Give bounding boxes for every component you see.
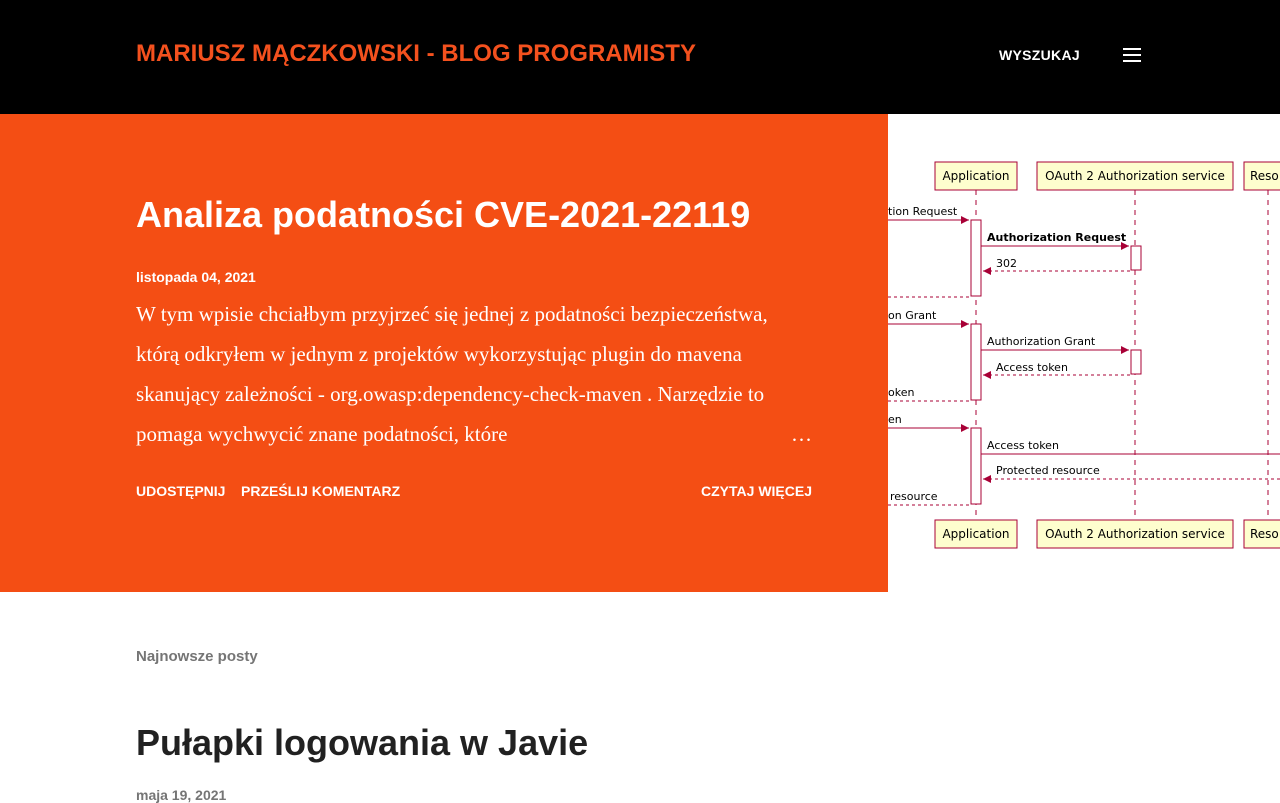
featured-post-title[interactable]: Analiza podatności CVE-2021-22119 — [136, 194, 751, 235]
svg-text:on Grant: on Grant — [888, 309, 937, 322]
featured-post-actions — [136, 483, 812, 503]
participant-application-bottom: Application — [942, 527, 1010, 541]
snippet-ellipsis[interactable]: … — [791, 422, 812, 446]
featured-post-date[interactable]: listopada 04, 2021 — [136, 269, 256, 285]
svg-text:oken: oken — [888, 386, 915, 399]
featured-post-snippet — [136, 294, 812, 454]
recent-posts-heading: Najnowsze posty — [136, 648, 258, 665]
featured-post-snippet-text: W tym wpisie chciałbym przyjrzeć się jednej z podatności bezpieczeństwa, którą odkryłem w jednym z projektów wykorzystując plugin do mavena skanujący zależności - org.owasp:dependency-check-maven . Narzędzie to pomaga wychwycić znane podatności, które — [136, 302, 768, 446]
svg-text:Authorization Request: Authorization Request — [987, 231, 1127, 244]
svg-text:tion Request: tion Request — [888, 205, 958, 218]
hamburger-menu-icon[interactable] — [1123, 48, 1141, 62]
svg-text:Authorization Grant: Authorization Grant — [987, 335, 1096, 348]
header-bar — [0, 0, 1280, 114]
featured-post-image[interactable] — [888, 114, 1280, 592]
participant-oauth-top: OAuth 2 Authorization service — [1045, 169, 1225, 183]
participant-resource-bottom: Reso — [1250, 527, 1279, 541]
post-date[interactable]: maja 19, 2021 — [136, 787, 227, 803]
share-button[interactable]: UDOSTĘPNIJ — [136, 483, 226, 499]
featured-post — [0, 114, 888, 592]
svg-text:en: en — [888, 413, 902, 426]
post-comment-button[interactable]: PRZEŚLIJ KOMENTARZ — [241, 483, 401, 499]
svg-text:302: 302 — [996, 257, 1017, 270]
blog-title-link[interactable]: MARIUSZ MĄCZKOWSKI - BLOG PROGRAMISTY — [136, 40, 696, 67]
participant-resource-top: Reso — [1250, 169, 1279, 183]
search-button[interactable]: WYSZUKAJ — [999, 47, 1080, 63]
svg-text:Access token: Access token — [996, 361, 1068, 374]
svg-text:Protected resource: Protected resource — [996, 464, 1100, 477]
svg-text:resource: resource — [890, 490, 938, 503]
post-title[interactable]: Pułapki logowania w Javie — [136, 722, 589, 763]
read-more-button[interactable]: CZYTAJ WIĘCEJ — [701, 483, 812, 499]
participant-oauth-bottom: OAuth 2 Authorization service — [1045, 527, 1225, 541]
participant-application-top: Application — [942, 169, 1010, 183]
svg-text:Access token: Access token — [987, 439, 1059, 452]
sequence-diagram — [888, 114, 1280, 592]
